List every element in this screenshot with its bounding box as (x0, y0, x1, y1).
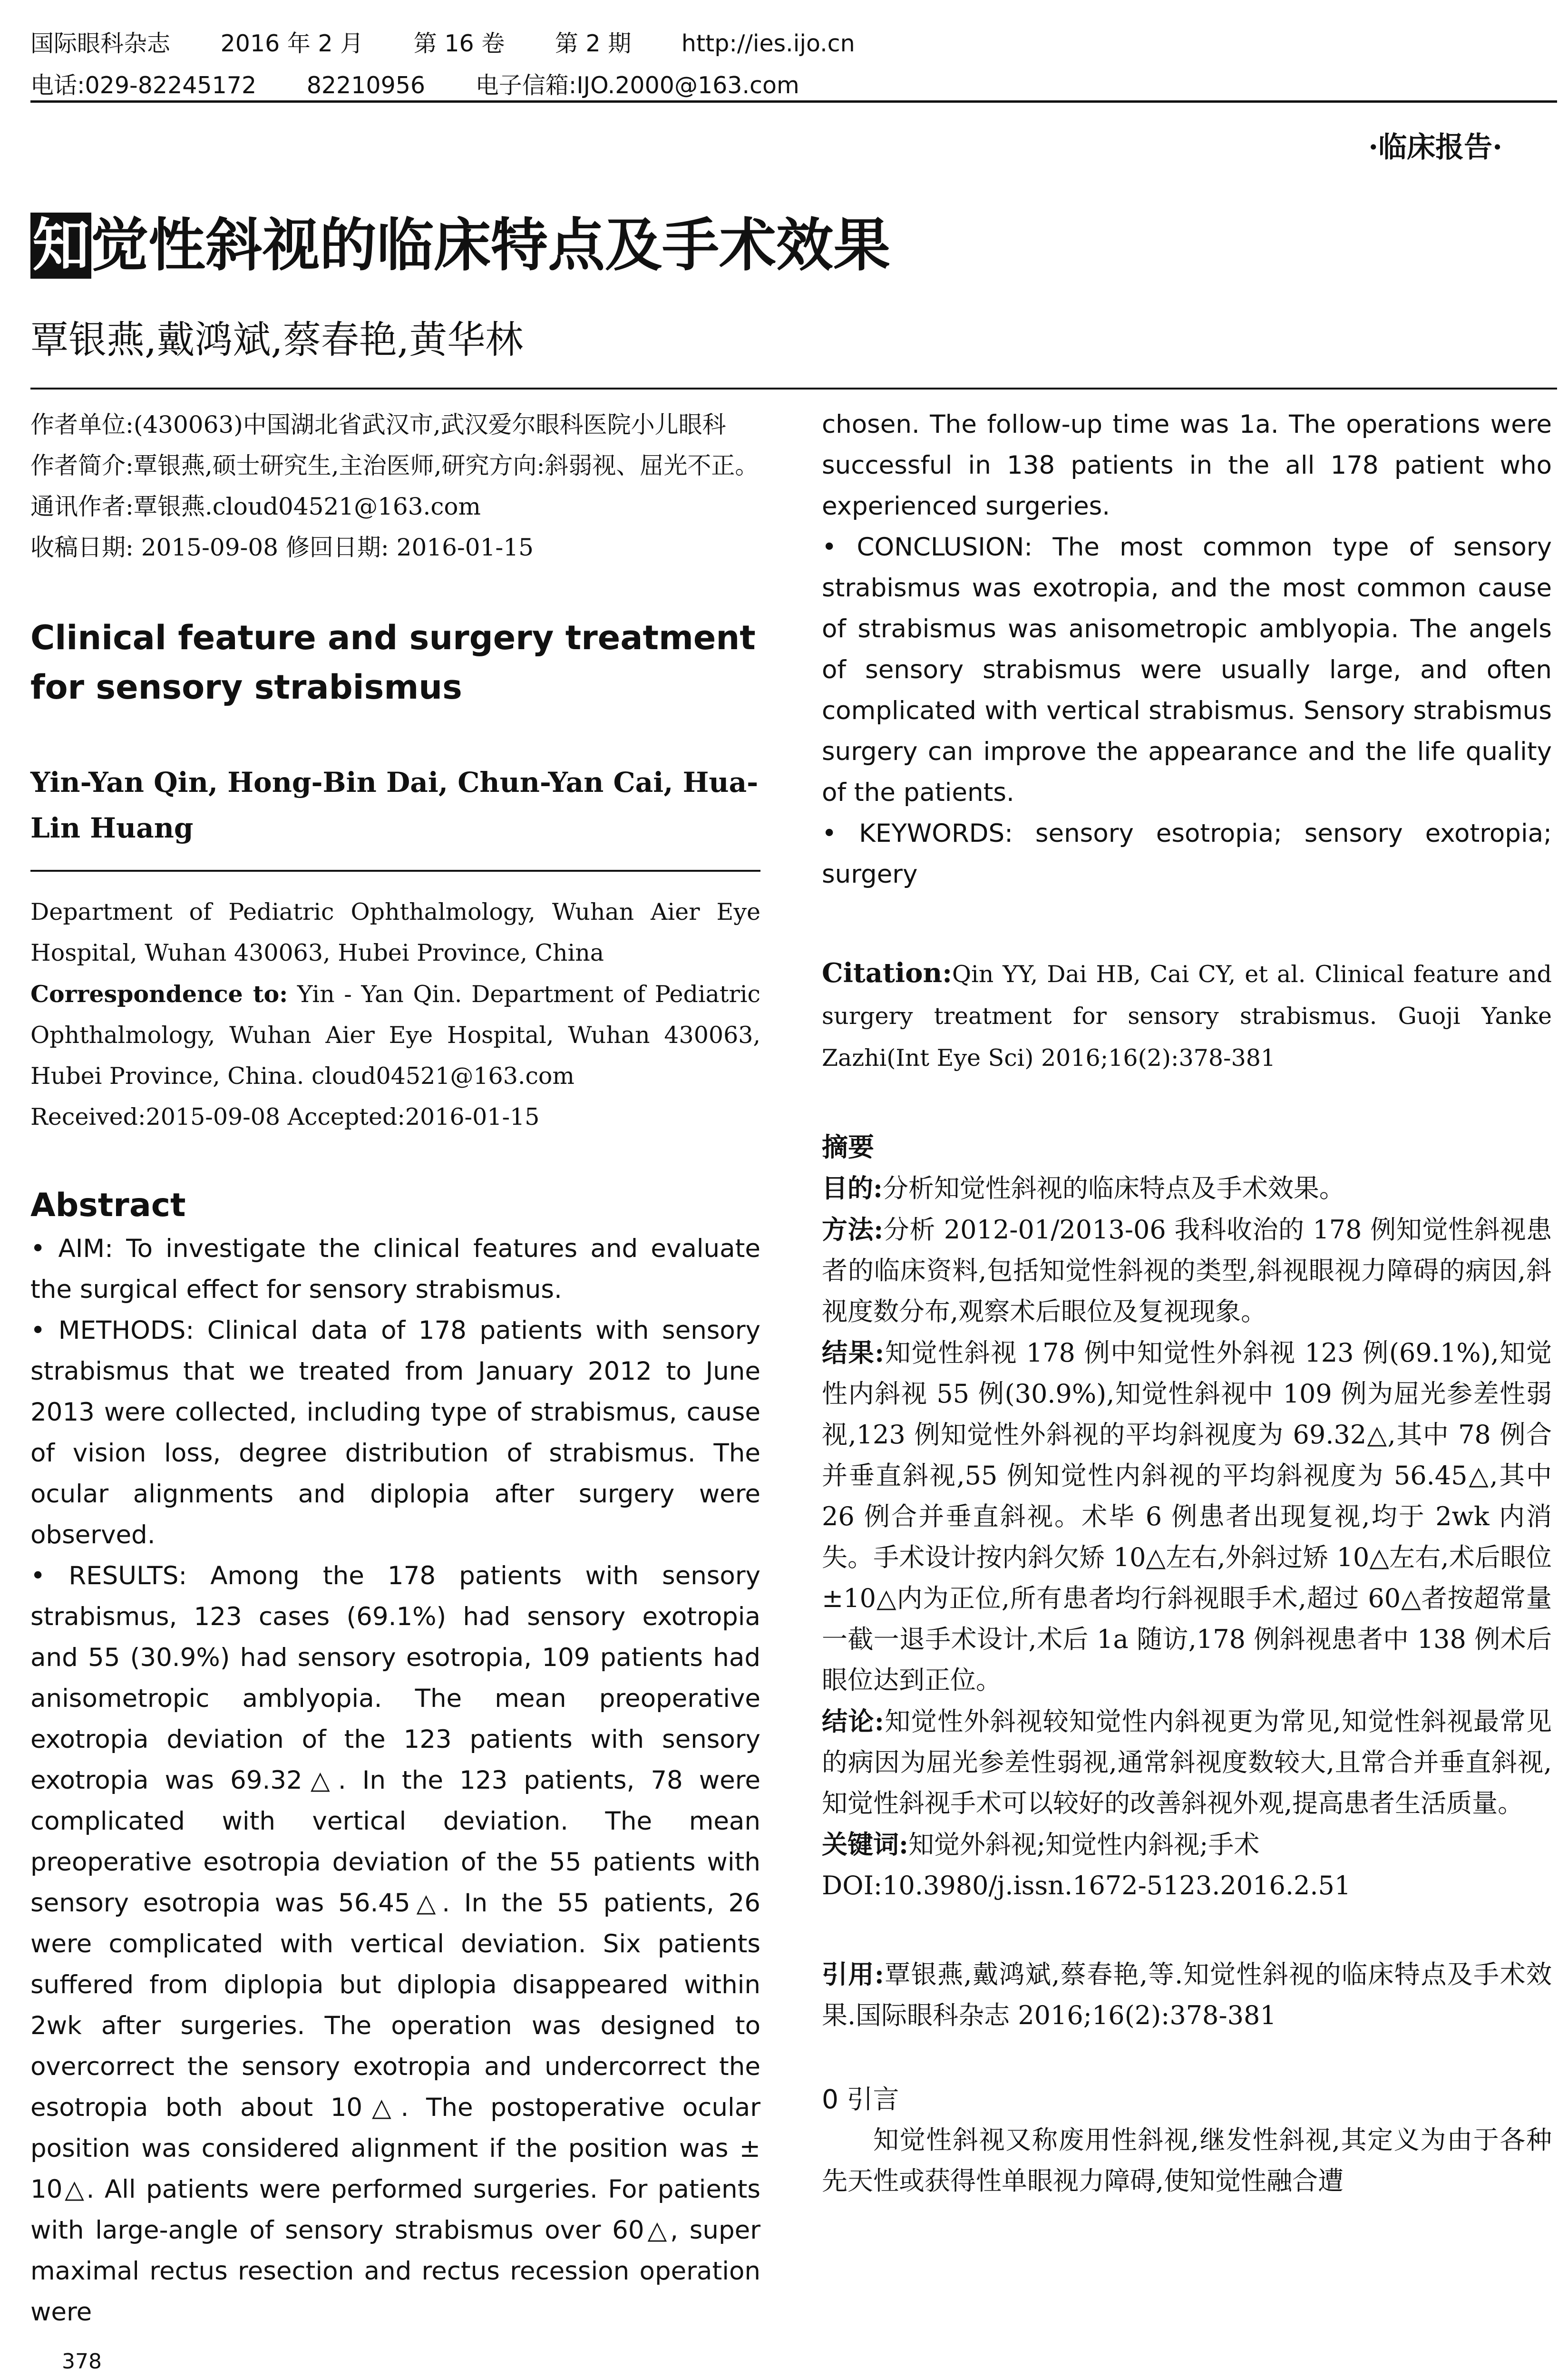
english-title: Clinical feature and surgery treatment for sensory strabismus (30, 618, 756, 707)
phone: 电话:029-82245172 (30, 72, 257, 99)
cn-results-label: 结果: (822, 1337, 885, 1368)
citation-en (822, 952, 1552, 1079)
dept-divider (30, 870, 760, 872)
author-info (30, 404, 760, 568)
abstract-keywords: • KEYWORDS: sensory esotropia; sensory exotropia; surgery (822, 819, 1552, 889)
citation-cn-text: 覃银燕,戴鸿斌,蔡春艳,等.知觉性斜视的临床特点及手术效果.国际眼科杂志 2016;16(2):378-381 (822, 1959, 1552, 2030)
author-bio: 作者简介:覃银燕,硕士研究生,主治医师,研究方向:斜弱视、屈光不正。 (30, 452, 759, 479)
left-column (30, 404, 760, 2333)
cn-results-text: 知觉性斜视 178 例中知觉性外斜视 123 例(69.1%),知觉性内斜视 55 例(30.9%),知觉性斜视中 109 例为屈光参差性弱视,123 例知觉性外斜视的平均斜视度为 69.32△,其中 78 例合并垂直斜视,55 例知觉性内斜视的平均斜视度为 56.45△,其中 26 例合并垂直斜视。术毕 6 例患者出现复视,均于 2wk 内消失。手术设计按内斜欠矫 10△左右,外斜过矫 10△左右,术后眼位±10△内为正位,所有患者均行斜视眼手术,超过 60△者按超常量一截一退手术设计,术后 1a 随访,178 例斜视患者中 138 例术后眼位达到正位。 (822, 1338, 1552, 1695)
issue-number: 第 2 期 (555, 30, 632, 57)
journal-header (30, 23, 1557, 107)
volume: 第 16 卷 (413, 30, 505, 57)
citation-label: Citation: (822, 957, 952, 989)
journal-name: 国际眼科杂志 (30, 30, 171, 57)
title-text: 觉性斜视的临床特点及手术效果 (91, 213, 890, 279)
cn-conclusion (822, 1701, 1552, 1824)
abstract-results-continued: chosen. The follow-up time was 1a. The operations were successful in 138 patients in the all 178 patient who experienced surgeries. (822, 410, 1552, 521)
cn-methods (822, 1209, 1552, 1332)
authors-cn: 覃银燕,戴鸿斌,蔡春艳,黄华林 (30, 318, 524, 362)
abstract-en (30, 1228, 760, 2333)
citation-cn-label: 引用: (822, 1959, 884, 1989)
cn-conclusion-label: 结论: (822, 1706, 884, 1736)
intro-heading: 0 引言 (822, 2084, 899, 2114)
received-revised-dates: 收稿日期: 2015-09-08 修回日期: 2016-01-15 (30, 534, 534, 561)
department-info (30, 892, 760, 1138)
right-column (822, 404, 1552, 2202)
article-title (30, 200, 890, 282)
cn-keywords-label: 关键词: (822, 1829, 908, 1860)
abstract-aim: • AIM: To investigate the clinical features and evaluate the surgical effect for sensory strabismus. (30, 1234, 760, 1304)
issue-date: 2016 年 2 月 (220, 30, 364, 57)
cn-aim-text: 分析知觉性斜视的临床特点及手术效果。 (882, 1173, 1345, 1203)
correspondence (30, 974, 760, 1097)
english-authors: Yin-Yan Qin, Hong-Bin Dai, Chun-Yan Cai, Hua-Lin Huang (30, 766, 759, 844)
department: Department of Pediatric Ophthalmology, Wuhan Aier Eye Hospital, Wuhan 430063, Hubei Province, China (30, 898, 760, 966)
header-divider (30, 100, 1557, 103)
citation-cn (822, 1954, 1552, 2036)
page-number: 378 (62, 2349, 102, 2374)
cn-conclusion-text: 知觉性外斜视较知觉性内斜视更为常见,知觉性斜视最常见的病因为屈光参差性弱视,通常斜视度数较大,且常合并垂直斜视,知觉性斜视手术可以较好的改善斜视外观,提高患者生活质量。 (822, 1706, 1552, 1818)
title-highlight-char: 知 (30, 213, 91, 279)
email[interactable]: 电子信箱:IJO.2000@163.com (475, 72, 799, 99)
received-accepted: Received:2015-09-08 Accepted:2016-01-15 (30, 1103, 540, 1130)
abstract-results: • RESULTS: Among the 178 patients with sensory strabismus, 123 cases (69.1%) had sensory exotropia and 55 (30.9%) had sensory esotropia, 109 patients had anisometropic amblyopia. The mean preoperative exotropia deviation of the 123 patients with sensory exotropia was 69.32△. In the 123 patients, 78 were complicated with vertical deviation. The mean preoperative esotropia deviation of the 55 patients with sensory esotropia was 56.45△. In the 55 patients, 26 were complicated with vertical deviation. Six patients suffered from diplopia but diplopia disappeared within 2wk after surgeries. The operation was designed to overcorrect the sensory exotropia and undercorrect the esotropia both about 10△. The postoperative ocular position was considered alignment if the position was ± 10△. All patients were performed surgeries. For patients with large-angle of sensory strabismus over 60△, super maximal rectus resection and rectus recession operation were (30, 1561, 760, 2327)
cn-abstract (822, 1168, 1552, 1906)
abstract-en-continued (822, 404, 1552, 895)
abstract-conclusion: • CONCLUSION: The most common type of sensory strabismus was exotropia, and the most common cause of strabismus was anisometropic amblyopia. The angels of sensory strabismus were usually large, and often complicated with vertical strabismus. Sensory strabismus surgery can improve the appearance and the life quality of the patients. (822, 533, 1552, 807)
abstract-methods: • METHODS: Clinical data of 178 patients with sensory strabismus that we treated from January 2012 to June 2013 were collected, including type of strabismus, cause of vision loss, degree distribution of strabismus. The ocular alignments and diplopia after surgery were observed. (30, 1316, 760, 1549)
citation-text: Qin YY, Dai HB, Cai CY, et al. Clinical feature and surgery treatment for sensory strabismus. Guoji Yanke Zazhi(Int Eye Sci) 2016;16(2):378-381 (822, 961, 1552, 1072)
author-affiliation: 作者单位:(430063)中国湖北省武汉市,武汉爱尔眼科医院小儿眼科 (30, 411, 726, 438)
cn-keywords-text: 知觉外斜视;知觉性内斜视;手术 (908, 1830, 1260, 1860)
intro-paragraph: 知觉性斜视又称废用性斜视,继发性斜视,其定义为由于各种先天性或获得性单眼视力障碍,使知觉性融合遭 (822, 2125, 1552, 2196)
cn-abstract-heading: 摘要 (822, 1132, 875, 1162)
cn-keywords (822, 1824, 1552, 1865)
cn-methods-label: 方法: (822, 1214, 884, 1245)
correspondence-text: Yin - Yan Qin. Department of Pediatric Ophthalmology, Wuhan Aier Eye Hospital, Wuhan 430063, Hubei Province, China. cloud04521@163.com (30, 981, 760, 1090)
authors-divider (30, 388, 1557, 390)
abstract-heading: Abstract (30, 1187, 186, 1224)
phone-2: 82210956 (306, 72, 426, 99)
cn-methods-text: 分析 2012-01/2013-06 我科收治的 178 例知觉性斜视患者的临床资料,包括知觉性斜视的类型,斜视眼视力障碍的病因,斜视度数分布,观察术后眼位及复视现象。 (822, 1215, 1552, 1326)
corresponding-author: 通讯作者:覃银燕.cloud04521@163.com (30, 493, 481, 520)
cn-aim (822, 1168, 1552, 1209)
doi[interactable]: DOI:10.3980/j.issn.1672-5123.2016.2.51 (822, 1870, 1351, 1900)
correspondence-label: Correspondence to: (30, 980, 288, 1008)
journal-url[interactable]: http://ies.ijo.cn (681, 30, 855, 57)
section-tag: ·临床报告· (1368, 131, 1502, 164)
cn-aim-label: 目的: (822, 1173, 883, 1203)
cn-results (822, 1332, 1552, 1701)
